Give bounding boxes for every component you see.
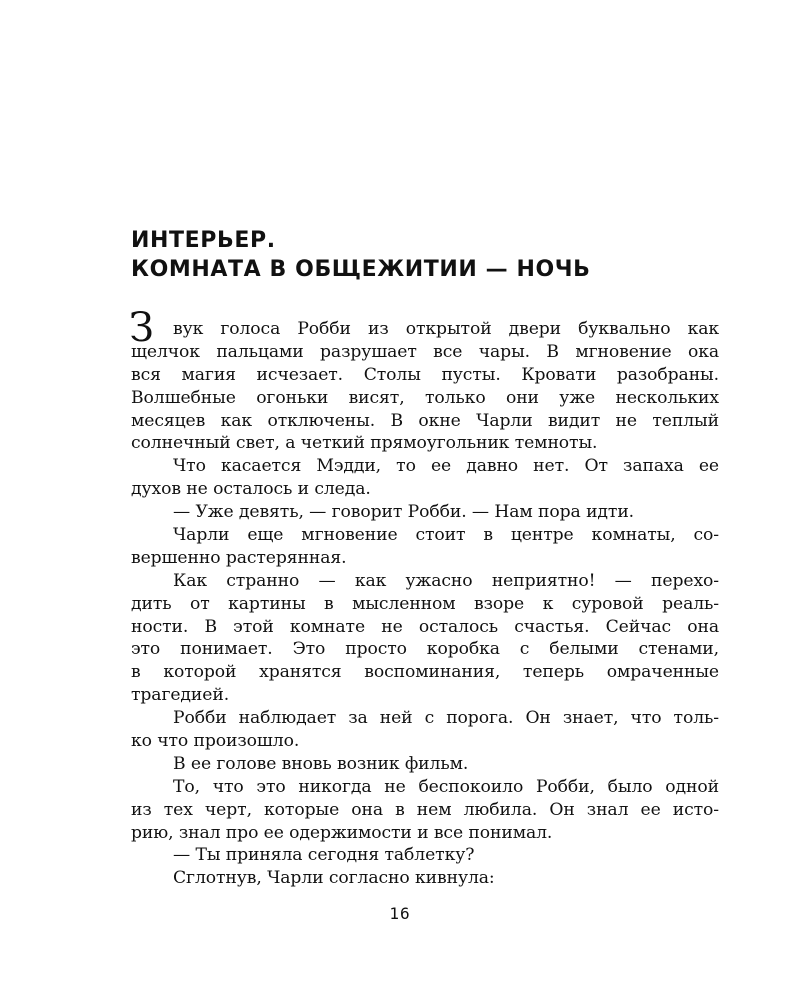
text-line: трагедией. bbox=[131, 685, 230, 706]
text-line: Что касается Мэдди, то ее давно нет. От запаха ее bbox=[173, 456, 719, 477]
text-line: солнечный свет, а четкий прямоугольник темноты. bbox=[131, 433, 598, 454]
text-line: Волшебные огоньки висят, только они уже нескольких bbox=[131, 387, 719, 408]
drop-cap: З bbox=[129, 305, 154, 351]
text-line: ности. В этой комнате не осталось счастья. Сейчас она bbox=[131, 616, 719, 637]
page-number: 16 bbox=[389, 904, 411, 923]
text-line: Робби наблюдает за ней с порога. Он знает, что толь- bbox=[173, 708, 719, 729]
text-line: это понимает. Это просто коробка с белыми стенами, bbox=[131, 639, 719, 660]
body-text bbox=[129, 305, 719, 890]
text-line: из тех черт, которые она в нем любила. Он знал ее исто- bbox=[131, 799, 719, 820]
text-line: — Ты приняла сегодня таблетку? bbox=[173, 845, 475, 866]
text-line: рию, знал про ее одержимости и все понимал. bbox=[131, 822, 553, 843]
text-line: щелчок пальцами разрушает все чары. В мгновение ока bbox=[131, 341, 719, 362]
text-line: месяцев как отключены. В окне Чарли видит не теплый bbox=[131, 410, 719, 431]
text-line: — Уже девять, — говорит Робби. — Нам пора идти. bbox=[173, 502, 635, 523]
text-line-content: вук голоса Робби из открытой двери буквально как bbox=[173, 319, 719, 339]
scene-heading-line-1: ИНТЕРЬЕР. bbox=[131, 228, 276, 253]
text-line: В ее голове вновь возник фильм. bbox=[173, 753, 469, 774]
text-line: Чарли еще мгновение стоит в центре комнаты, со- bbox=[173, 525, 719, 546]
scene-heading-line-2: КОМНАТА В ОБЩЕЖИТИИ — НОЧЬ bbox=[131, 257, 591, 282]
scene-heading bbox=[131, 226, 691, 284]
text-line: Как странно — как ужасно неприятно! — перехо- bbox=[173, 570, 719, 591]
text-line bbox=[129, 305, 719, 351]
text-line: вся магия исчезает. Столы пусты. Кровати разобраны. bbox=[131, 364, 719, 385]
text-line: в которой хранятся воспоминания, теперь омраченные bbox=[131, 662, 719, 683]
text-line: ко что произошло. bbox=[131, 731, 300, 752]
text-line: Сглотнув, Чарли согласно кивнула: bbox=[173, 868, 495, 889]
text-line: То, что это никогда не беспокоило Робби, было одной bbox=[173, 776, 719, 797]
text-line: дить от картины в мысленном взоре к суровой реаль- bbox=[131, 593, 719, 614]
text-line: вершенно растерянная. bbox=[131, 547, 347, 568]
text-line: духов не осталось и следа. bbox=[131, 479, 371, 500]
